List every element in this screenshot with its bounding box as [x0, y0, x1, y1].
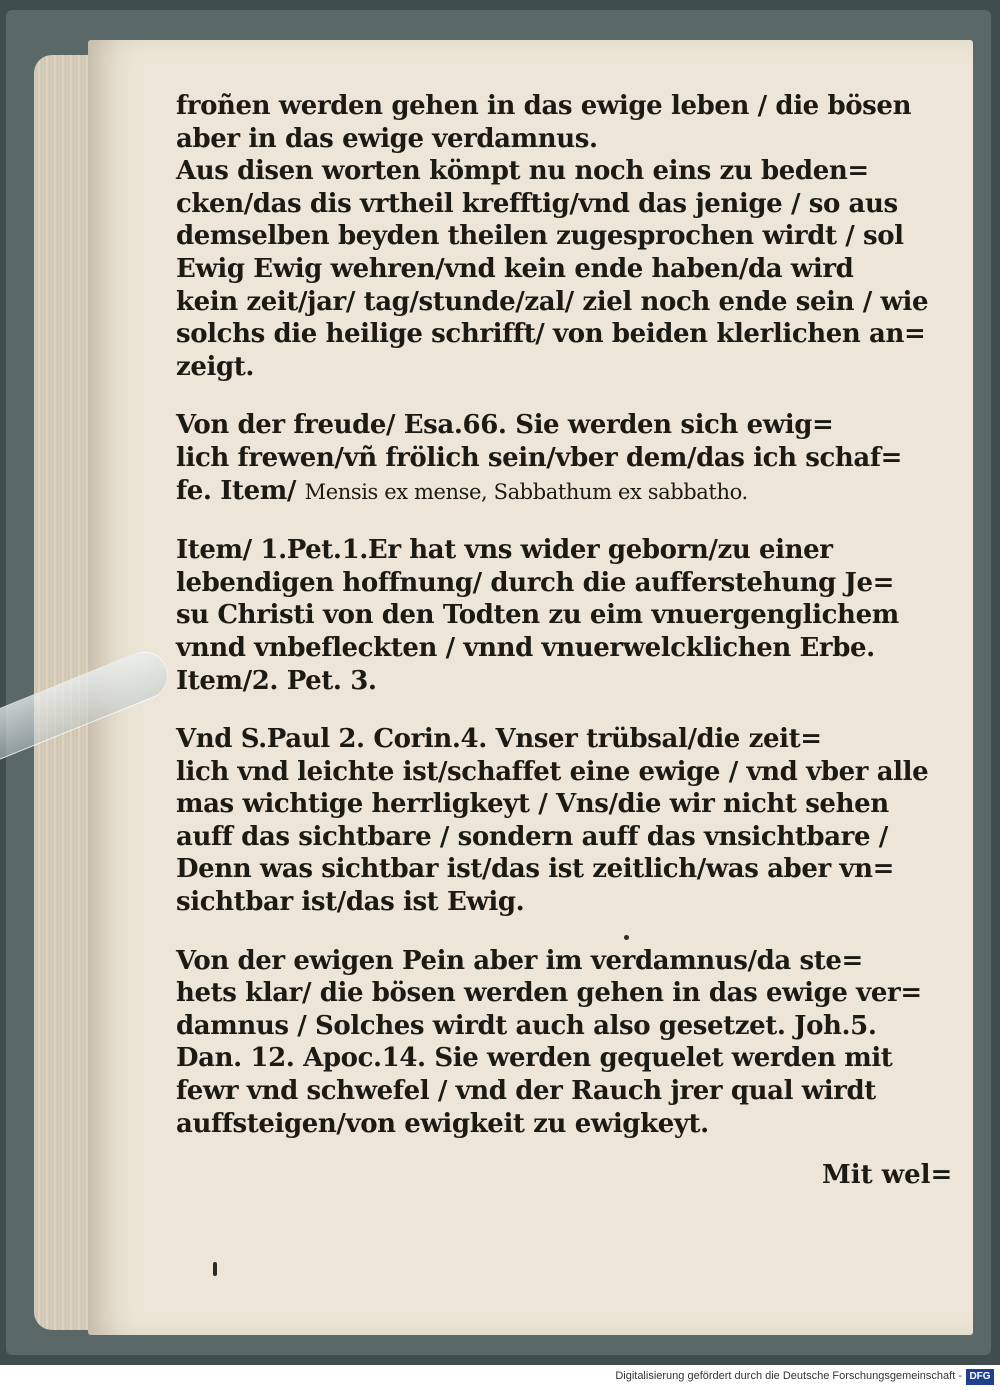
paragraph-3 — [176, 534, 936, 697]
text-line: damnus / Solches wirdt auch also gesetzet. Joh.5. — [176, 1010, 877, 1041]
text-line: demselben beyden theilen zugesprochen wirdt / sol — [176, 221, 904, 252]
text-line: mas wichtige herrligkeyt / Vns/die wir nicht sehen — [176, 789, 889, 820]
text-line: Aus disen worten kömpt nu noch eins zu beden= — [176, 156, 869, 187]
text-line: auff das sichtbare / sondern auff das vnsichtbare / — [176, 821, 888, 852]
page-text — [176, 90, 936, 1140]
text-line: Ewig Ewig wehren/vnd kein ende haben/da wird — [176, 253, 854, 284]
paragraph-5 — [176, 945, 936, 1141]
paragraph-4 — [176, 723, 936, 919]
ink-dot — [624, 935, 629, 940]
funding-notice: Digitalisierung gefördert durch die Deutsche Forschungsgemeinschaft - — [615, 1370, 962, 1382]
text-line: Vnd S.Paul 2. Corin.4. Vnser trübsal/die zeit= — [176, 724, 822, 755]
text-line: auffsteigen/von ewigkeit zu ewigkeyt. — [176, 1108, 709, 1139]
text-line: cken/das dis vrtheil krefftig/vnd das jenige / so aus — [176, 188, 898, 219]
text-line: aber in das ewige verdamnus. — [176, 123, 598, 154]
text-line: lich vnd leichte ist/schaffet eine ewige / vnd vber alle — [176, 756, 929, 787]
text-line: Von der freude/ Esa.66. Sie werden sich ewig= — [176, 410, 834, 441]
text-line: froñen werden gehen in das ewige leben / die bösen — [176, 91, 912, 121]
paragraph-1 — [176, 90, 936, 383]
text-line: Item/ 1.Pet.1.Er hat vns wider geborn/zu einer — [176, 535, 833, 566]
paragraph-2 — [176, 409, 936, 508]
text-line: Item/2. Pet. 3. — [176, 665, 377, 696]
text-line: fewr vnd schwefel / vnd der Rauch jrer qual wirdt — [176, 1076, 876, 1107]
text-line: vnnd vnbefleckten / vnnd vnuerwelcklichen Erbe. — [176, 632, 875, 663]
text-line: solchs die heilige schrifft/ von beiden klerlichen an= — [176, 319, 926, 350]
footer-bar — [0, 1365, 1000, 1390]
dfg-logo: DFG — [966, 1369, 994, 1385]
ink-mark — [213, 1262, 217, 1276]
text-line: sichtbar ist/das ist Ewig. — [176, 887, 525, 918]
text-line: hets klar/ die bösen werden gehen in das ewige ver= — [176, 978, 922, 1009]
text-line: lebendigen hoffnung/ durch die aufferstehung Je= — [176, 567, 894, 598]
text-line: zeigt. — [176, 351, 255, 382]
text-line: lich frewen/vñ frölich sein/vber dem/das ich schaf= — [176, 442, 903, 473]
latin-quote: Mensis ex mense, Sabbathum ex sabbatho. — [304, 479, 748, 504]
text-line — [176, 475, 936, 509]
catchword: Mit wel= — [822, 1160, 953, 1190]
text-line-start: fe. Item/ — [176, 475, 296, 506]
text-line: su Christi von den Todten zu eim vnuergenglichem — [176, 600, 899, 631]
text-line: Dan. 12. Apoc.14. Sie werden gequelet werden mit — [176, 1043, 893, 1074]
text-line: kein zeit/jar/ tag/stunde/zal/ ziel noch ende sein / wie — [176, 286, 929, 317]
text-line: Von der ewigen Pein aber im verdamnus/da ste= — [176, 945, 863, 976]
text-line: Denn was sichtbar ist/das ist zeitlich/was aber vn= — [176, 854, 895, 885]
